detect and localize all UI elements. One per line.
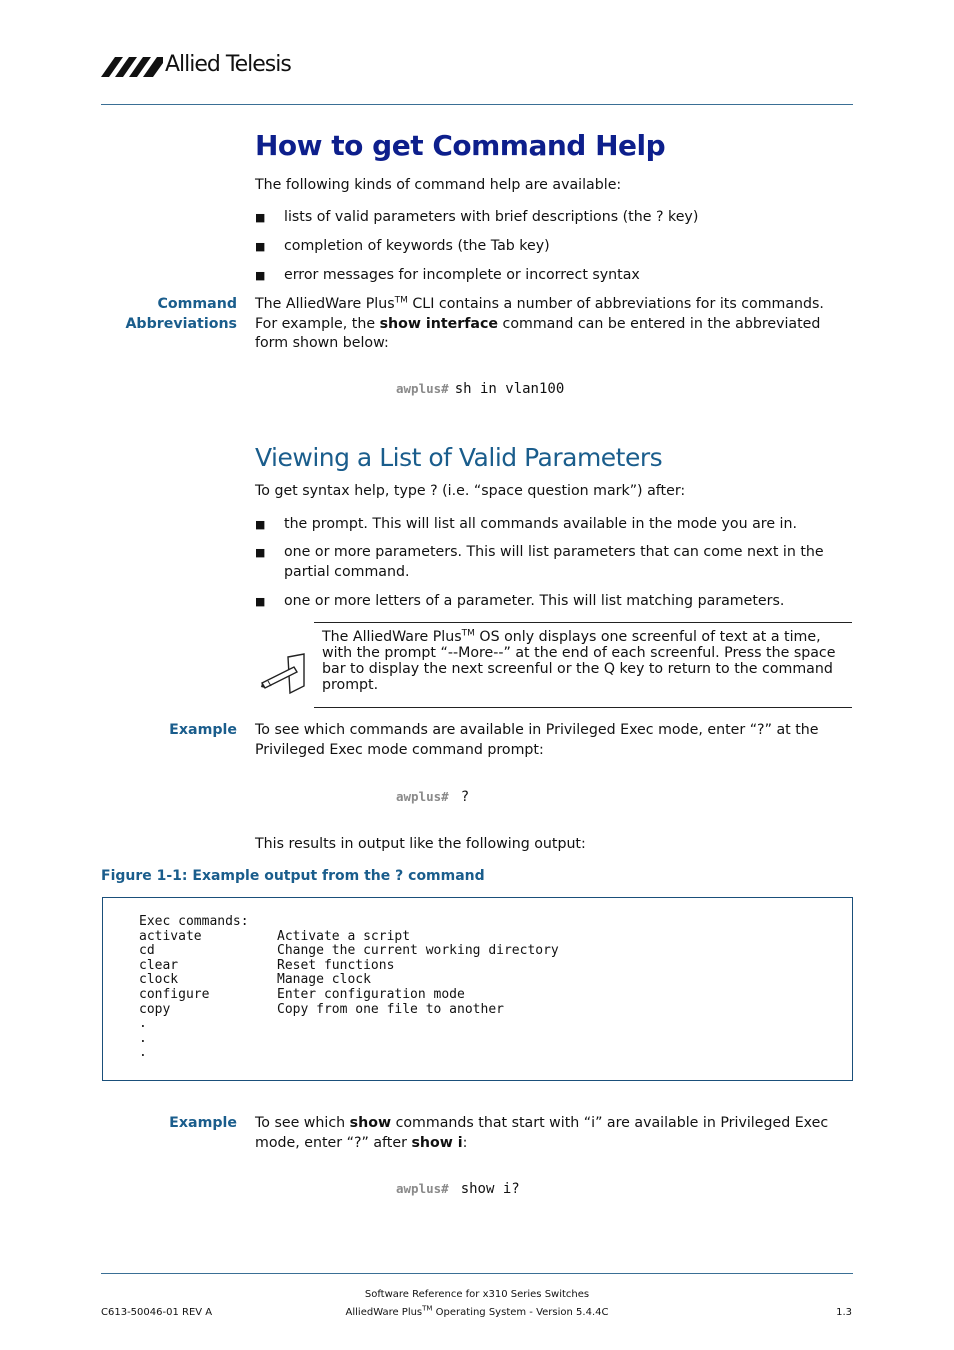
command-example [396, 788, 469, 806]
footer-page-number: 1.3 [836, 1307, 852, 1318]
example-label: Example [169, 1115, 237, 1131]
footer-title: Software Reference for x310 Series Switches [364, 1289, 590, 1300]
note-bottom-rule [314, 707, 852, 708]
command-text: sh in vlan100 [454, 381, 565, 397]
example-paragraph: To see which commands are available in Privileged Exec mode, enter “?” at the Privileged Exec mode command prompt: [255, 722, 819, 758]
bullet-square-icon: ■ [255, 211, 266, 224]
code-output-box [102, 897, 853, 1081]
allied-telesis-logo-icon [101, 53, 163, 79]
intro-text: To get syntax help, type ? (i.e. “space question mark”) after: [255, 483, 686, 499]
prompt: awplus# [396, 789, 449, 804]
code-output: Exec commands: activate Activate a script cd Change the current working directory clear Reset functions clock Manage clock configure Enter configuration mode copy Copy from one file to another . . . [139, 914, 559, 1061]
bullet-square-icon: ■ [255, 240, 266, 253]
section-title: Viewing a List of Valid Parameters [255, 443, 663, 472]
footer-document-id: C613-50046-01 REV A [101, 1307, 213, 1318]
allied-telesis-logo [101, 50, 301, 82]
result-text: This results in output like the following output: [255, 836, 586, 852]
abbreviations-paragraph: The AlliedWare Plus™ CLI contains a number of abbreviations for its commands. For example, the show interface command can be entered in the abbreviated form shown below: [255, 295, 824, 351]
command-text: show i? [460, 1181, 520, 1197]
bullet-square-icon: ■ [255, 518, 266, 531]
command-example [396, 1180, 520, 1198]
note-text: The AlliedWare Plus™ OS only displays one screenful of text at a time, with the prompt “--More--” at the end of each screenful. Press the space bar to display the next screenful or the Q key to return to the command prompt. [322, 628, 836, 693]
list-item: ■ the prompt. This will list all commands available in the mode you are in. [255, 515, 853, 535]
bullet-square-icon: ■ [255, 595, 266, 608]
intro-text: The following kinds of command help are available: [255, 177, 622, 193]
command-text: ? [460, 789, 470, 805]
list-item: ■ one or more letters of a parameter. This will list matching parameters. [255, 592, 853, 612]
list-item: ■ completion of keywords (the Tab key) [255, 237, 853, 257]
footer-rule [101, 1273, 853, 1274]
list-item: ■ error messages for incomplete or incorrect syntax [255, 266, 853, 286]
note-pencil-icon [260, 653, 310, 695]
command-example [396, 380, 564, 398]
brand-name: Allied Telesis [165, 52, 291, 77]
prompt: awplus# [396, 1181, 449, 1196]
prompt: awplus# [396, 381, 449, 396]
figure-caption: Figure 1-1: Example output from the ? command [101, 868, 485, 884]
bullet-square-icon: ■ [255, 546, 266, 559]
header-rule [101, 104, 853, 105]
bullet-square-icon: ■ [255, 269, 266, 282]
list-item: ■ lists of valid parameters with brief descriptions (the ? key) [255, 208, 853, 228]
section-title: How to get Command Help [255, 129, 666, 162]
list-item: ■ one or more parameters. This will list parameters that can come next in the partial command. [255, 544, 824, 580]
example-label: Example [169, 722, 237, 738]
command-abbreviations-label: Command Abbreviations [125, 296, 237, 332]
footer-center [277, 1286, 677, 1322]
example-paragraph: To see which show commands that start with “i” are available in Privileged Exec mode, enter “?” after show i: [255, 1115, 829, 1151]
note-top-rule [314, 622, 852, 623]
footer-subtitle: AlliedWare Plus™ Operating System - Version 5.4.4C [345, 1304, 609, 1318]
